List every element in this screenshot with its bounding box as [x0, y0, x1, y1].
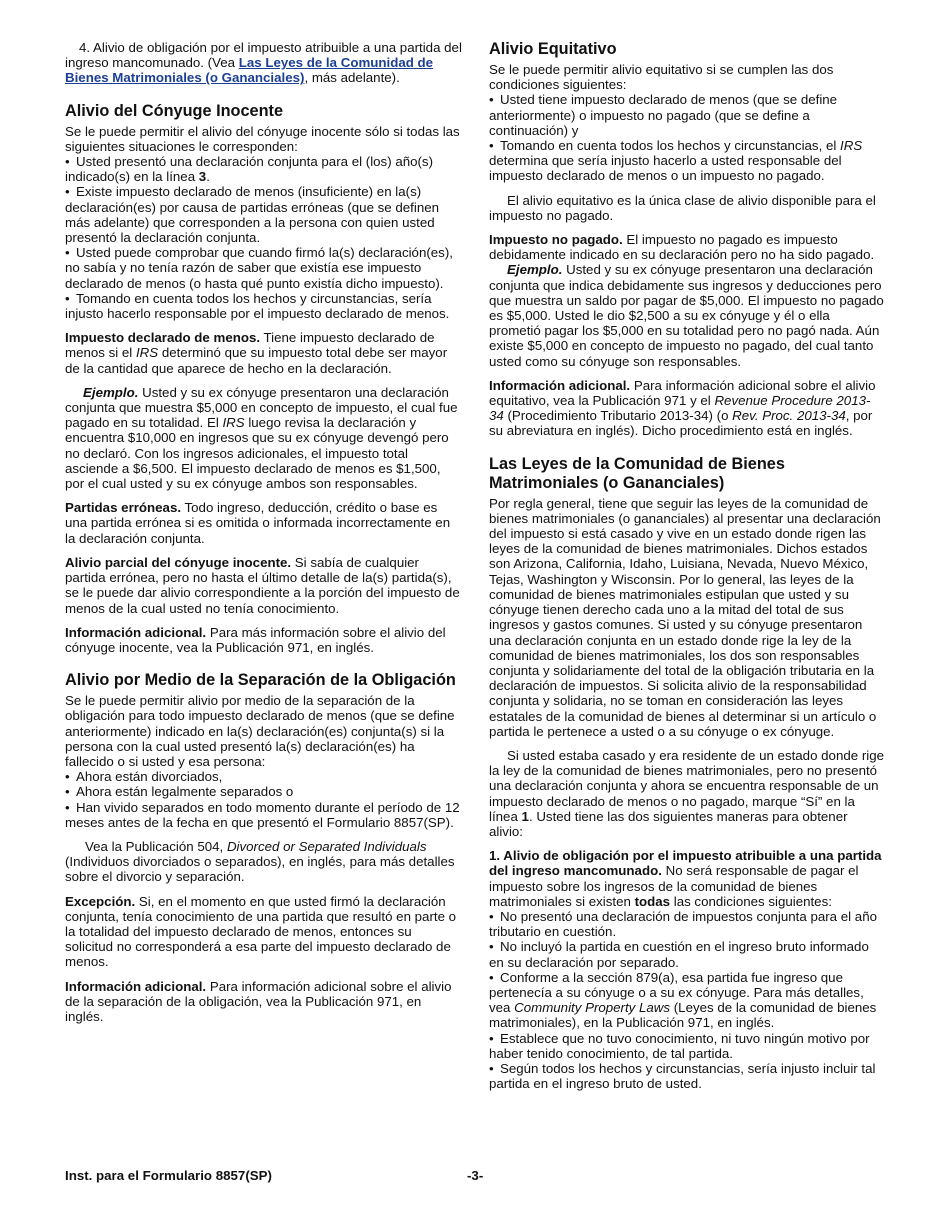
more-info-separation-paragraph — [65, 979, 463, 1025]
pub-504-paragraph — [65, 839, 463, 885]
more-info-equitable-paragraph — [489, 378, 885, 439]
understated-text-1: Tiene impuesto declarado de menos si el — [65, 330, 435, 361]
erroneous-items-text: Todo ingreso, deducción, crédito o base es una partida errónea si es omitida o informada incorrectamente en la declaración conjunta. — [65, 500, 451, 546]
equitable-only-paragraph: El alivio equitativo es la única clase de alivio disponible para el impuesto no pagado. — [489, 192, 876, 223]
equitable-bullet-2-text-1: Tomando en cuenta todos los hechos y circunstancias, el — [500, 138, 841, 154]
item-4-text: 4. Alivio de obligación por el impuesto atribuible a una partida del ingreso mancomunado. (Vea — [65, 40, 462, 71]
line-number: 3 — [198, 169, 207, 185]
rev-proc-abbrev: Rev. Proc. 2013-34 — [732, 408, 846, 424]
pub-504-text-1: Vea la Publicación 504, — [85, 838, 227, 854]
understated-text-2: determinó que su impuesto total debe ser mayor de la cantidad que aparece de hecho en la declaración. — [65, 345, 448, 376]
todas-emphasis: todas — [634, 893, 671, 909]
item-1-bullet-5: • Según todos los hechos y circunstancias, sería injusto incluir tal partida en el ingreso bruto de usted. — [489, 1061, 885, 1091]
more-info-label: Información adicional. — [489, 377, 631, 393]
innocent-bullet-3: • Usted puede comprobar que cuando firmó la(s) declaración(es), no sabía y no tenía razón de saber que existía ese impuesto declarado de menos (o hasta qué punto existía dicho impuesto). — [65, 245, 463, 291]
more-info-innocent-paragraph — [65, 625, 463, 655]
form-name: Inst. para el Formulario 8857(SP) — [65, 1168, 272, 1183]
item-4-text-end: , más adelante). — [304, 70, 400, 86]
item-1-bullet-4: • Establece que no tuvo conocimiento, ni tuvo ningún motivo por haber tenido conocimiento, de tal partida. — [489, 1031, 885, 1061]
item-1-text-1: No será responsable de pagar el impuesto sobre los ingresos de la comunidad de bienes matrimoniales si existen — [489, 863, 859, 909]
item-1-bullet-3-text-1: Conforme a la sección 879(a), esa partida fue ingreso que pertenecía a su cónyuge o a su ex cónyuge. Para más detalles, vea — [489, 969, 864, 1016]
page-number: -3- — [467, 1168, 484, 1183]
more-info-equitable-text-3: , por su abreviatura en inglés). Dicho procedimiento está en inglés. — [489, 408, 873, 439]
partial-relief-text: Si sabía de cualquier partida errónea, pero no hasta el último detalle de la(s) partida(s), se le puede dar alivio correspondiente a la porción del impuesto de menos de la cual usted no tenía conocimiento. — [65, 554, 460, 616]
left-column — [65, 40, 463, 1024]
more-info-equitable-text-1: Para información adicional sobre el alivio equitativo, vea la Publicación 971 y el — [489, 377, 876, 409]
erroneous-items-paragraph — [65, 500, 463, 546]
community-p2-text-1: Si usted estaba casado y era residente de un estado donde rige la ley de la comunidad de bienes matrimoniales, pero no presentó una declaración conjunta y ahora se encuentra responsable de un impuesto declarado de menos o no pagado, marque “Sí” en la línea — [489, 747, 885, 824]
equitable-bullet-2 — [489, 138, 885, 184]
irs-abbrev: IRS — [222, 415, 245, 431]
pub-504-title: Divorced or Separated Individuals — [226, 838, 427, 854]
community-property-link[interactable]: Las Leyes de la Comunidad de Bienes Matrimoniales (o Gananciales) — [65, 55, 434, 86]
item-4 — [65, 40, 463, 86]
example-1-paragraph — [65, 385, 463, 491]
partial-relief-paragraph — [65, 555, 463, 616]
irs-abbrev: IRS — [840, 138, 863, 154]
innocent-intro: Se le puede permitir el alivio del cónyuge inocente sólo si todas las siguientes situaciones le corresponden: — [65, 123, 460, 154]
separation-bullet-2: • Ahora están legalmente separados o — [65, 784, 463, 799]
item-1-bullet-1: • No presentó una declaración de impuestos conjunta para el año tributario en cuestión. — [489, 909, 885, 939]
separation-bullet-1: • Ahora están divorciados, — [65, 769, 463, 784]
community-property-paragraph-1: Por regla general, tiene que seguir las leyes de la comunidad de bienes matrimoniales (o gananciales) al presentar una declaración del impuesto si está casado y vive en un estado donde rigen las leyes de la comunidad de bienes matrimoniales. Dichos estados son Arizona, California, Idaho, Luisiana, Nevada, Nuevo México, Tejas, Washington y Wisconsin. Por lo general, las leyes de la comunidad de bienes matrimoniales estipulan que usted y su cónyuge tienen derecho cada uno a la mitad del total de sus ingresos y gastos comunes. Si usted y su cónyuge presentaron una declaración conjunta en un estado donde rige la ley de la comunidad de bienes matrimoniales, los dos son responsables conjunta y solidariamente del total de la obligación tributaria en la declaración de impuestos. Si solicita alivio de la responsabilidad conjunta y solidaria, no se toman en consideración las leyes estatales de la comunidad de bienes al determinar si un artículo o partida le pertenece a usted o a su cónyuge o ex cónyuge. — [489, 495, 881, 739]
separation-bullet-3: • Han vivido separados en todo momento durante el período de 12 meses antes de la fecha en que presentó el Formulario 8857(SP). — [65, 800, 463, 830]
innocent-bullet-1-end: . — [206, 169, 210, 185]
innocent-bullet-4: • Tomando en cuenta todos los hechos y circunstancias, sería injusto hacerlo responsable por el impuesto declarado de menos. — [65, 291, 463, 321]
right-column — [489, 40, 885, 1091]
page-footer — [65, 1168, 885, 1183]
separation-intro: Se le puede permitir alivio por medio de la separación de la obligación para todo impuesto declarado de menos (que se define anteriormente) indicado en la(s) declaración(es) conjunta(s) si la persona con la cual usted presentó la(s) declaración(es) ha fallecido o si usted y esa persona: — [65, 693, 455, 769]
community-property-heading: Las Leyes de la Comunidad de Bienes Matrimoniales (o Gananciales) — [489, 454, 785, 492]
innocent-bullet-1 — [65, 154, 463, 184]
item-1-paragraph — [489, 848, 885, 909]
example-2-text: Usted y su ex cónyuge presentaron una declaración conjunta que indica debidamente sus ingresos y deducciones pero que muestra un saldo por pagar de $5,000. El impuesto no pagado es $5,000. Usted le dio $2,500 a su ex cónyuge y él o ella prometió pagar los $5,000 en su totalidad pero no pagó nada. Aún existe $5,000 en concepto de impuesto no pagado, del cual tanto usted como su cónyuge son responsables. — [489, 262, 884, 369]
partial-relief-label: Alivio parcial del cónyuge inocente. — [65, 554, 292, 570]
revenue-procedure-title: Revenue Procedure 2013-34 — [489, 393, 871, 424]
erroneous-items-label: Partidas erróneas. — [65, 500, 182, 516]
item-1-bullet-3-text-2: (Leyes de la comunidad de bienes matrimoniales), en la Publicación 971, en inglés. — [489, 1000, 877, 1031]
equitable-relief-heading: Alivio Equitativo — [489, 40, 617, 58]
item-1-bullet-3 — [489, 970, 885, 1031]
more-info-separation-text: Para información adicional sobre el alivio de la separación de la obligación, vea la Publicación 971, en inglés. — [65, 978, 452, 1024]
equitable-intro: Se le puede permitir alivio equitativo si se cumplen las dos condiciones siguientes: — [489, 62, 834, 93]
innocent-bullet-1-text: Usted presentó una declaración conjunta para el (los) año(s) indicado(s) en la línea — [65, 154, 434, 185]
understated-tax-paragraph — [65, 330, 463, 376]
example-label: Ejemplo. — [507, 262, 563, 278]
more-info-label: Información adicional. — [65, 978, 207, 994]
community-p2-text-2: . Usted tiene las dos siguientes maneras para obtener alivio: — [489, 808, 848, 839]
example-1-text-2: luego revisa la declaración y encuentra $10,000 en ingresos que su ex cónyuge devengó pero no declaró. Con los ingresos adicionales, el impuesto total asciende a $6,500. El impuesto declarado de menos es $1,500, por el cual usted y su ex cónyuge ambos son responsables. — [65, 415, 449, 492]
separation-heading: Alivio por Medio de la Separación de la Obligación — [65, 671, 456, 690]
example-2-paragraph — [489, 262, 885, 368]
irs-abbrev: IRS — [135, 345, 159, 361]
pub-504-text-2: (Individuos divorciados o separados), en inglés, para más detalles sobre el divorcio y separación. — [65, 854, 455, 885]
example-1-text-1: Usted y su ex cónyuge presentaron una declaración conjunta que muestra $5,000 en concepto de impuesto, el cual fue pagado en su totalidad. El — [65, 384, 458, 431]
item-1-label: 1. Alivio de obligación por el impuesto atribuible a una partida del ingreso mancomunado. — [489, 848, 882, 879]
unpaid-tax-paragraph — [489, 232, 885, 262]
equitable-bullet-2-text-2: determina que sería injusto hacerlo a usted responsable del impuesto declarado de menos o un impuesto no pagado. — [489, 153, 842, 184]
innocent-bullet-2: • Existe impuesto declarado de menos (insuficiente) en la(s) declaración(es) por causa de partidas erróneas (que se definen más adelante) que corresponden a la persona con quien usted presentó la declaración conjunta. — [65, 184, 463, 245]
community-property-paragraph-2 — [489, 748, 885, 839]
more-info-label: Información adicional. — [65, 624, 207, 640]
unpaid-tax-label: Impuesto no pagado. — [489, 232, 623, 248]
exception-paragraph — [65, 894, 463, 970]
unpaid-tax-text: El impuesto no pagado es impuesto debidamente indicado en su declaración pero no ha sido pagado. — [489, 232, 875, 263]
line-number: 1 — [521, 808, 529, 824]
understated-tax-label: Impuesto declarado de menos. — [65, 330, 261, 346]
more-info-equitable-text-2: (Procedimiento Tributario 2013-34) (o — [503, 408, 733, 424]
equitable-bullet-1: • Usted tiene impuesto declarado de menos (que se define anteriormente) o impuesto no pagado (que se define a continuación) y — [489, 92, 885, 138]
example-label: Ejemplo. — [83, 384, 139, 400]
community-property-laws-title: Community Property Laws — [514, 1000, 671, 1016]
exception-text: Si, en el momento en que usted firmó la declaración conjunta, tenía conocimiento de una partida que resultó en parte o la totalidad del impuesto declarado de menos, entonces su solicitud no corresponderá a esa parte del impuesto declarado de menos. — [65, 893, 457, 970]
exception-label: Excepción. — [65, 893, 136, 909]
item-1-text-2: las condiciones siguientes: — [670, 893, 832, 909]
more-info-innocent-text: Para más información sobre el alivio del cónyuge inocente, vea la Publicación 971, en inglés. — [65, 624, 446, 655]
innocent-spouse-heading: Alivio del Cónyuge Inocente — [65, 101, 284, 120]
item-1-bullet-2: • No incluyó la partida en cuestión en el ingreso bruto informado en su declaración por separado. — [489, 939, 885, 969]
